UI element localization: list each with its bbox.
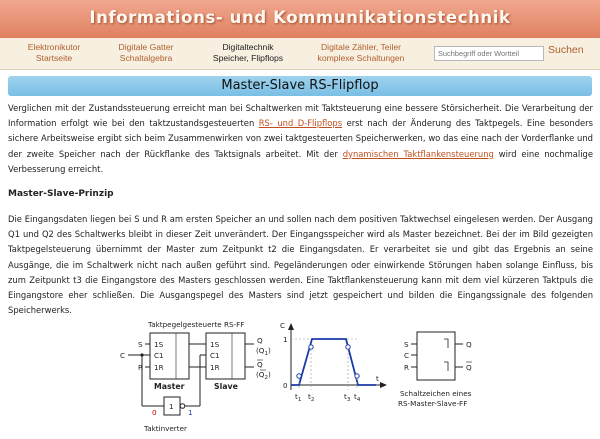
symbol-s-label: S (404, 340, 409, 349)
input-s-label: S (138, 340, 143, 349)
diagram-caption-top: Taktpegelgesteuerte RS-FF (148, 320, 245, 329)
section-heading: Master-Slave-Prinzip (8, 189, 114, 199)
t4-marker (355, 374, 359, 378)
site-title: Informations- und Kommunikationstechnik (89, 8, 511, 27)
site-banner (0, 0, 600, 38)
top-navigation (0, 38, 600, 70)
timing-t-label: t (376, 374, 379, 383)
slave-label: Slave (214, 382, 238, 391)
nav-item-home[interactable]: Elektronikutor Startseite (27, 42, 81, 63)
out-q2-label: $(Q_2)$ (256, 370, 271, 381)
inverter-symbol: 1 (169, 402, 174, 411)
timing-y-arrow (288, 323, 294, 330)
master-slave-diagram (118, 318, 498, 436)
timing-x-arrow (380, 382, 387, 388)
out-q1-label: $(Q_1)$ (256, 346, 271, 357)
t1-marker (297, 374, 301, 378)
inverter-out-value: 1 (188, 408, 193, 417)
nav-item-gates[interactable]: Digitale Gatter Schaltalgebra (118, 42, 174, 63)
slave-pin-1s: 1S (210, 340, 220, 349)
link-dynamic-clock-edge[interactable]: dynamischen Taktflankensteuerung (342, 148, 494, 159)
t2-label: $t_2$ (308, 392, 315, 403)
symbol-caption-2: RS-Master-Slave-FF (398, 399, 468, 408)
slave-pin-1r: 1R (210, 363, 220, 372)
timing-zero-label: 0 (283, 381, 288, 390)
link-rs-d-flipflops[interactable]: RS- und D-Flipflops (258, 118, 343, 129)
symbol-caption-1: Schaltzeichen eines (400, 389, 472, 398)
slave-pin-c1: C1 (210, 351, 220, 360)
master-pin-1s: 1S (154, 340, 164, 349)
inverter-caption: Taktinverter (144, 424, 187, 433)
out-qbar-label: Q (257, 360, 263, 369)
search-input[interactable] (434, 46, 544, 61)
intro-paragraph: Verglichen mit der Zustandssteuerung erreicht man bei Schaltwerken mit Taktsteuerung eine bessere Störsicherheit. Die Verarbeitung der Information erfolgt wie bei den taktzustandsgesteuerten RS- und D-Flipflops erst nach der Änderung des Taktpegels. Eine besonders sichere Arbeitsweise ergibt sich beim Zusammenwirken von zwei taktgesteuerten Speicherwerken, wo das eine nach der Vorderflanke und der zweite Speicher nach der Rückflanke des Taktsignals arbeitet. Mit der dynamischen Taktflankensteuerung wird eine nochmalige Verbesserung erreicht. (8, 103, 593, 174)
inverter-bubble (180, 404, 185, 409)
nav-item-flipflops[interactable]: Digitaltechnik Speicher, Flipflops (212, 42, 284, 63)
t4-label: $t_4$ (354, 392, 361, 403)
master-label: Master (154, 382, 185, 391)
input-r-label: R (138, 363, 143, 372)
t3-marker (346, 345, 350, 349)
timing-c-label: C (280, 321, 286, 330)
title-bar (8, 76, 592, 96)
timing-one-label: 1 (283, 335, 288, 344)
symbol-block (417, 332, 455, 380)
out-q-label: Q (257, 336, 263, 345)
symbol-c-label: C (404, 351, 410, 360)
master-pin-c1: C1 (154, 351, 164, 360)
master-pin-1r: 1R (154, 363, 164, 372)
page-title: Master-Slave RS-Flipflop (221, 78, 379, 93)
inverter-in-value: 0 (152, 408, 157, 417)
t2-marker (309, 345, 313, 349)
body-paragraph: Die Eingangsdaten liegen bei S und R am ersten Speicher an und sollen nach dem positiven Taktwechsel eingelesen werden. Der Ausgang Q1 und Q2 des Schaltwerks bleibt in dieser Zeit unverändert. Der Eingangsspeicher wird als Master bezeichnet. Bei der im Bild gezeigten Taktpegelsteuerung übernimmt der Master zum Zeitpunkt t2 die Eingangsdaten. Er verarbeitet sie und gibt das Ergebnis an seine Ausgänge, die im Schaltwerk nicht nach außen geführt sind. Pegeländerungen oder einwirkende Störungen haben solange Einfluss, bis zum Zeitpunkt t3 die Eingangstore des Masters geschlossen werden. Eine Taktflankensteuerung kann mit dem viel kürzeren Taktpuls die Eingangstore eher schließen. Die Ausgangspegel des Masters sind jetzt gespeichert und bilden die Eingangssignale des folgenden Speicherwerks. (8, 214, 593, 316)
symbol-r-label: R (404, 363, 409, 372)
symbol-q-label: Q (466, 340, 472, 349)
t3-label: $t_3$ (344, 392, 351, 403)
input-c-label: C (120, 351, 126, 360)
symbol-qbar-label: Q (466, 363, 472, 372)
nav-item-counters[interactable]: Digitale Zähler, Teiler komplexe Schaltungen (317, 42, 405, 63)
clock-waveform (291, 339, 376, 385)
t1-label: $t_1$ (295, 392, 302, 403)
search-button[interactable]: Suchen (548, 44, 584, 56)
